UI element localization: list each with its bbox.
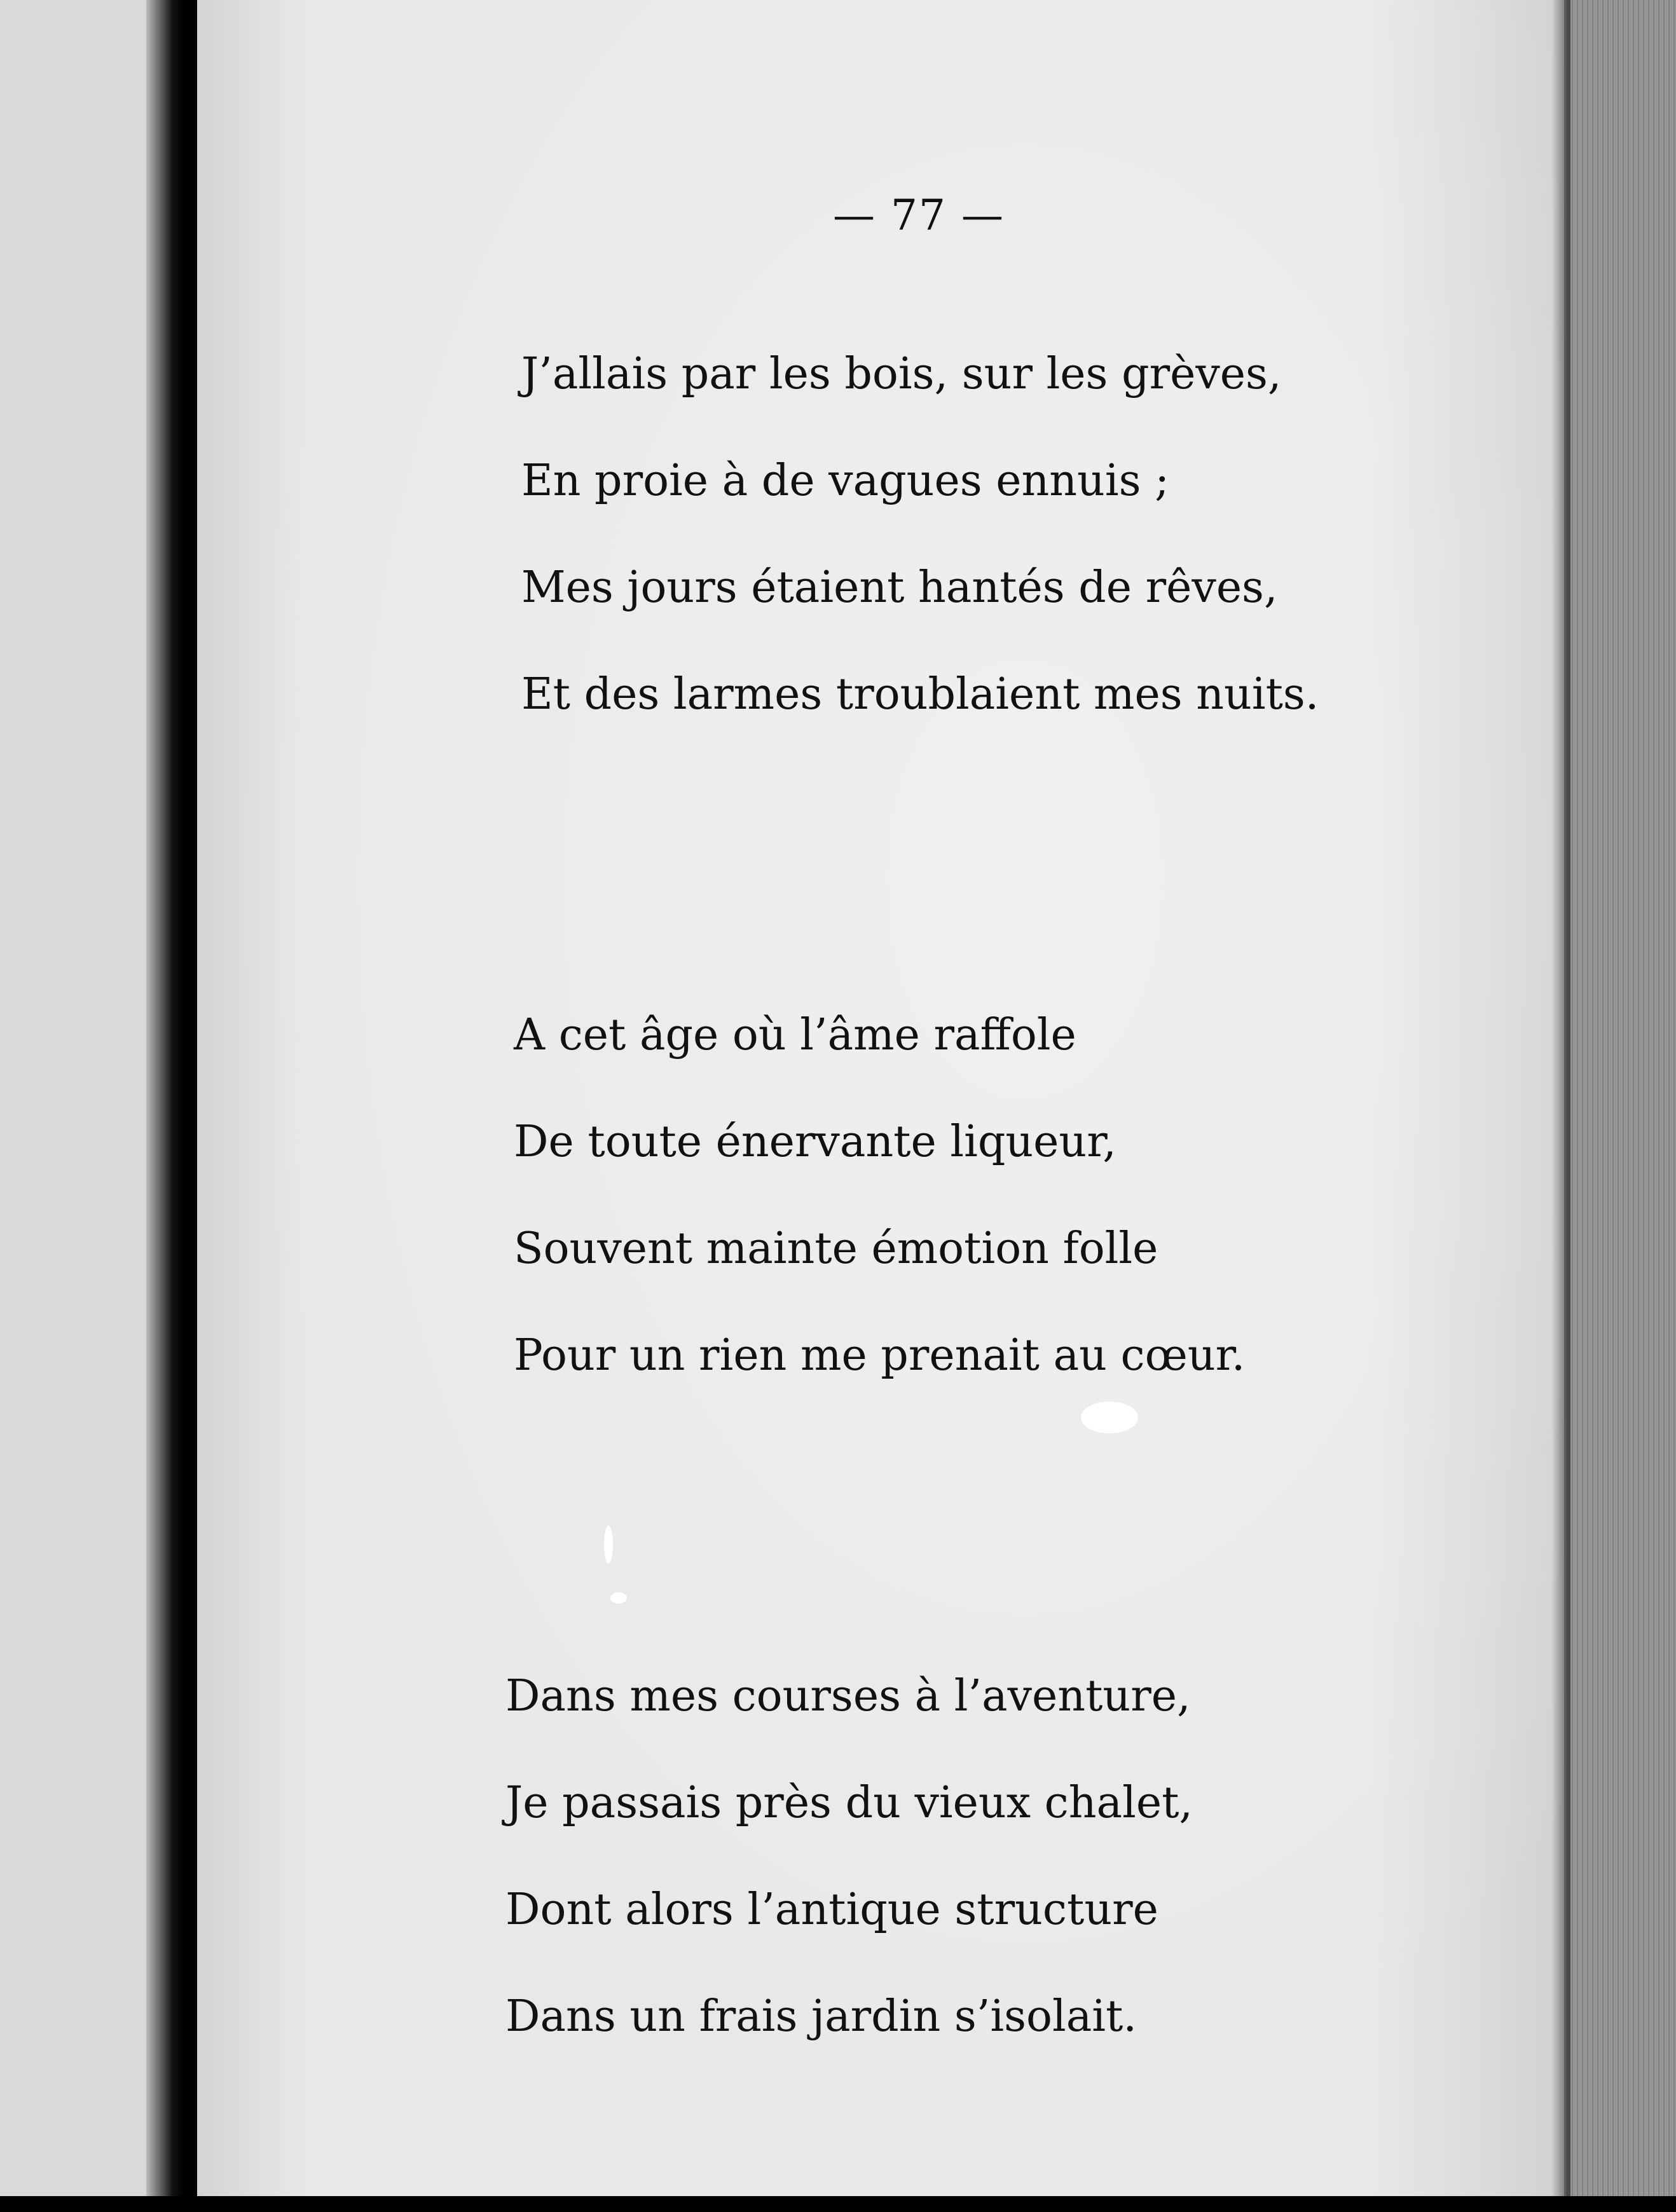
scan-border xyxy=(0,2196,1676,2212)
paper-speck xyxy=(604,1526,613,1564)
verse-line: Et des larmes troublaient mes nuits. xyxy=(521,669,1319,720)
paper-speck xyxy=(1081,1402,1138,1433)
paper-speck xyxy=(610,1592,627,1604)
verse-line: Pour un rien me prenait au cœur. xyxy=(514,1330,1246,1381)
stanza-3 xyxy=(505,1643,1193,2070)
verse-line: J’allais par les bois, sur les grèves, xyxy=(521,349,1282,399)
stanza-1 xyxy=(521,321,1319,748)
verse-line: Dans mes courses à l’aventure, xyxy=(505,1671,1191,1721)
verse-line: En proie à de vagues ennuis ; xyxy=(521,456,1170,506)
stanza-2 xyxy=(514,982,1245,1409)
page-edge-shadow xyxy=(1551,0,1570,2212)
verse-line: De toute énervante liqueur, xyxy=(514,1117,1116,1167)
verse-line: Je passais près du vieux chalet, xyxy=(505,1778,1193,1828)
verse-line: Souvent mainte émotion folle xyxy=(514,1224,1158,1274)
verse-line: A cet âge où l’âme raffole xyxy=(514,1010,1076,1060)
verse-line: Dans un frais jardin s’isolait. xyxy=(505,1991,1137,2042)
verse-line: Mes jours étaient hantés de rêves, xyxy=(521,563,1278,613)
page-number: — 77 — xyxy=(833,191,1005,240)
binding-gutter-shadow xyxy=(146,0,184,2206)
verse-line: Dont alors l’antique structure xyxy=(505,1885,1158,1935)
page-fore-edge xyxy=(1564,0,1676,2212)
